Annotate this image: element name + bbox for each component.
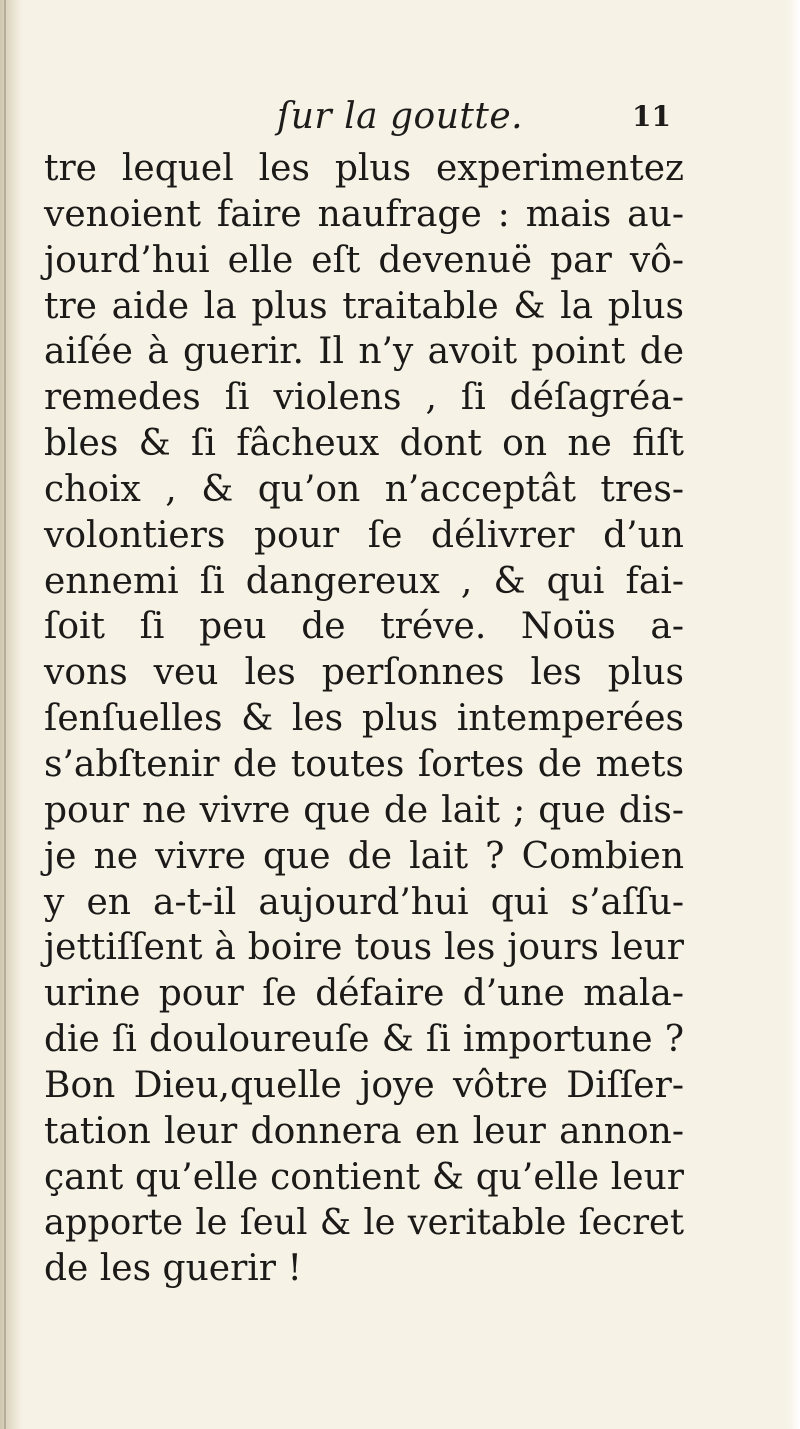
text-line: de les guerir !: [44, 1248, 302, 1290]
text-line: Bon Dieu,quelle joye vôtre Diſſer-: [44, 1064, 684, 1106]
text-line: apporte le ſeul & le veritable ſecret: [44, 1202, 684, 1244]
text-line: bles & ſi fâcheux dont on ne fiſt: [44, 423, 684, 465]
text-line: s’abſtenir de toutes ſortes de mets: [44, 743, 684, 785]
text-line: remedes ſi violens , ſi déſagréa-: [44, 377, 684, 419]
text-line: pour ne vivre que de lait ; que dis-: [44, 789, 684, 831]
text-line: y en a-t-il aujourd’hui qui s’aſſu-: [44, 881, 684, 923]
text-line: jourd’hui elle eſt devenuë par vô-: [44, 239, 684, 281]
text-line: tre aide la plus traitable & la plus: [44, 285, 684, 327]
text-line: aiſée à guerir. Il n’y avoit point de: [44, 331, 684, 373]
body-text: [44, 146, 684, 1292]
text-line: choix , & qu’on n’acceptât tres-: [44, 468, 684, 510]
text-line: vons veu les perſonnes les plus: [44, 652, 684, 694]
running-head: ſur la goutte.: [276, 96, 524, 137]
binding-edge: [4, 0, 6, 1429]
text-line: die ſi douloureuſe & ſi importune ?: [44, 1019, 684, 1061]
page-number: 11: [632, 100, 671, 133]
text-line: ennemi ſi dangereux , & qui fai-: [44, 560, 684, 602]
text-line: tre lequel les plus experimentez: [44, 148, 684, 189]
text-line: çant qu’elle contient & qu’elle leur: [44, 1156, 684, 1198]
text-line: venoient faire naufrage : mais au-: [44, 193, 684, 235]
text-line: ſenſuelles & les plus intemperées: [44, 698, 684, 740]
page-header: [0, 96, 800, 146]
text-line: ſoit ſi peu de tréve. Noüs a-: [44, 606, 684, 648]
text-line: volontiers pour ſe délivrer d’un: [44, 514, 684, 556]
text-line: tation leur donnera en leur annon-: [44, 1110, 684, 1152]
text-line: urine pour ſe défaire d’une mala-: [44, 973, 684, 1015]
page-edge: [784, 0, 800, 1429]
text-line: je ne vivre que de lait ? Combien: [44, 835, 684, 877]
text-line: jettiſſent à boire tous les jours leur: [44, 927, 684, 969]
